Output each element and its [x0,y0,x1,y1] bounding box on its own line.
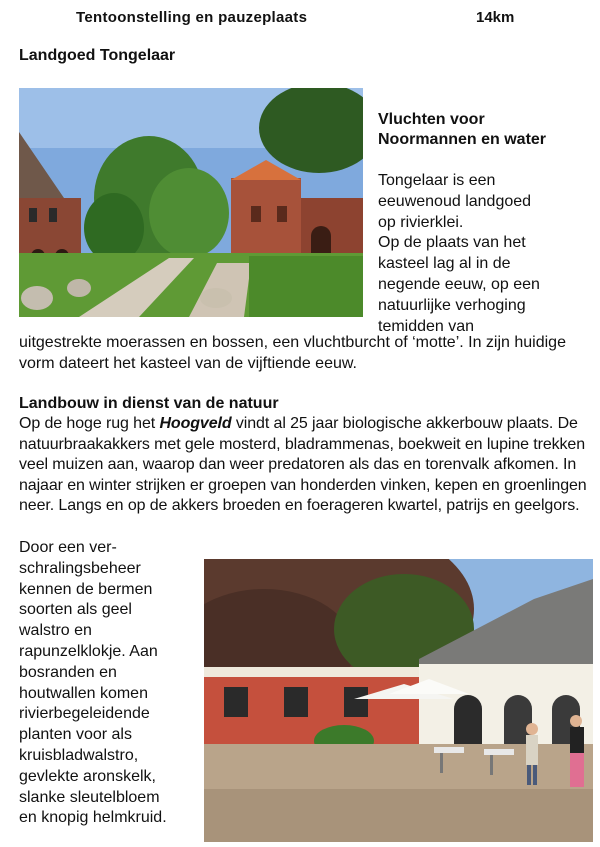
photo-courtyard-terrace [204,559,593,842]
tongelaar-side-text [378,171,593,337]
header-distance: 14km [476,9,515,26]
castle-illustration [19,88,363,317]
text-line: natuurlijke verhoging [378,296,526,314]
text-line: planten voor als [19,726,132,744]
text-line: op rivierklei. [378,213,464,231]
text-line: kruisbladwalstro, [19,746,139,764]
photo-castle-tongelaar [19,88,363,317]
text-line: gevlekte aronskelk, [19,767,156,785]
text-line: Op de plaats van het [378,234,526,252]
text-line: houtwallen komen [19,684,148,702]
text-line: negende eeuw, op een [378,275,540,293]
text-line: temidden van [378,317,475,335]
header-title: Tentoonstelling en pauzeplaats [76,9,308,26]
text-after: vindt al 25 jaar biologische akkerbouw plaats. De natuurbraakakkers met gele mosterd, bladrammenas, boekweit en lupine trekken veel muizen aan, waarop dan weer predatoren als das en torenvalk afkomen. In najaar en winter strijken er groepen van honderden vinken, kepen en groenlingen neer. Langs en op de akkers broeden en foerageren kwartel, patrijs en geelgors. [19,415,587,515]
section-title-landbouw: Landbouw in dienst van de natuur [19,395,279,412]
courtyard-illustration [204,559,593,842]
section-title-tongelaar: Landgoed Tongelaar [19,47,176,64]
section-subtitle-vluchten: Vluchten voor Noormannen en water [378,111,547,148]
text-line: walstro en [19,622,92,640]
hoogveld-emphasis: Hoogveld [159,415,232,432]
text-line: en knopig helmkruid. [19,809,167,827]
text-line: rapunzelklokje. Aan [19,642,158,660]
text-line: soorten als geel [19,601,132,619]
text-before: Op de hoge rug het [19,415,160,432]
landbouw-paragraph [19,414,597,517]
text-line: rivierbegeleidende [19,705,150,723]
verschraling-side-text [19,538,199,829]
text-line: kasteel lag al in de [378,255,511,273]
text-line: kennen de bermen [19,580,153,598]
text-line: slanke sleutelbloem [19,788,160,806]
text-line: eeuwenoud landgoed [378,192,532,210]
text-line: Door een ver- [19,539,117,556]
tongelaar-text-continued: uitgestrekte moerassen en bossen, een vluchtburcht of ‘motte’. In zijn huidige vorm dateert het kasteel van de vijftiende eeuw. [19,334,566,372]
text-line: bosranden en [19,663,117,681]
text-line: schralingsbeheer [19,559,141,577]
text-line: Tongelaar is een [378,172,496,189]
